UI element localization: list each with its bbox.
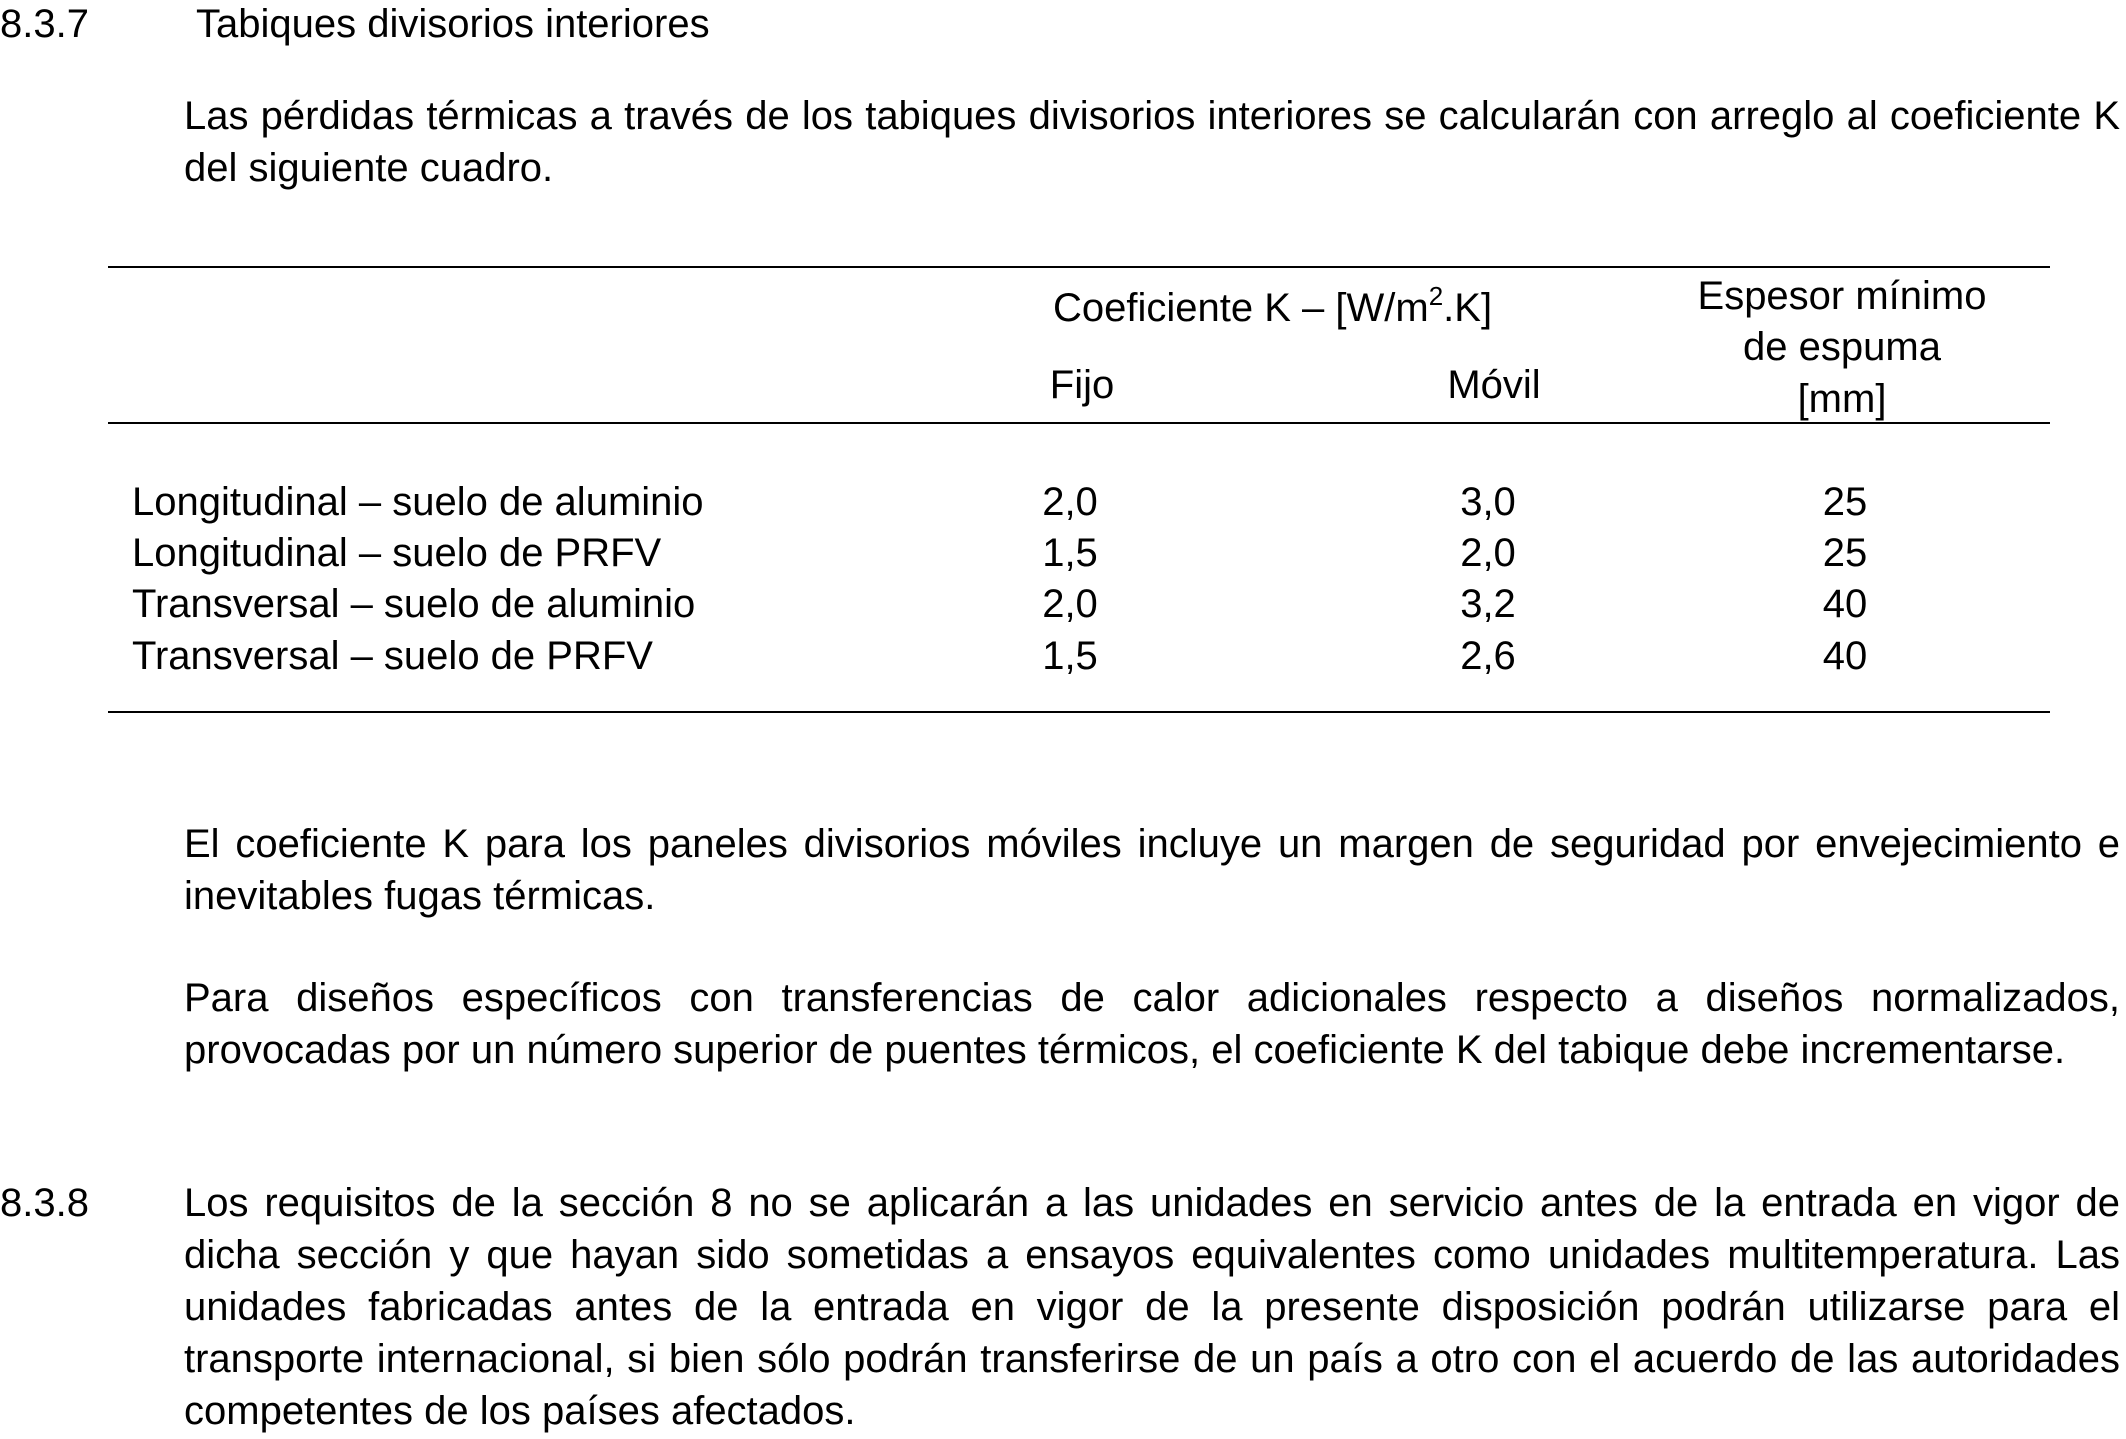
table-cell-espesor: 25 (1822, 531, 1868, 575)
header-coef-prefix: Coeficiente K – [W/m (1053, 286, 1429, 330)
section-number-837: 8.3.7 (0, 2, 89, 46)
table-cell-fijo: 2,0 (1042, 480, 1098, 524)
section-title-837: Tabiques divisorios interiores (196, 2, 710, 46)
header-espesor-line2: de espuma (1743, 325, 1941, 369)
header-espesor-line1: Espesor mínimo (1697, 274, 1987, 318)
table-top-rule (108, 266, 2050, 268)
table-cell-movil: 3,0 (1460, 480, 1516, 524)
header-fijo: Fijo (1049, 363, 1115, 407)
table-cell-espesor: 40 (1822, 634, 1868, 678)
header-movil: Móvil (1447, 363, 1541, 407)
table-cell-espesor: 25 (1822, 480, 1868, 524)
table-cell-fijo: 2,0 (1042, 582, 1098, 626)
header-coefficient-k (1053, 282, 1492, 334)
table-cell-fijo: 1,5 (1042, 531, 1098, 575)
intro-paragraph: Las pérdidas térmicas a través de los tabiques divisorios interiores se calcularán con arreglo al coeficiente K del siguiente cuadro. (184, 94, 2120, 190)
section-number-838: 8.3.8 (0, 1181, 89, 1225)
table-row-label: Transversal – suelo de aluminio (132, 582, 696, 626)
table-row-label: Transversal – suelo de PRFV (132, 634, 653, 678)
table-cell-espesor: 40 (1822, 582, 1868, 626)
header-espesor-line3: [mm] (1797, 377, 1887, 421)
header-coef-suffix: .K] (1443, 286, 1493, 330)
table-bottom-rule (108, 711, 2050, 713)
table-header-rule (108, 422, 2050, 424)
header-coef-sup: 2 (1428, 280, 1444, 311)
table-cell-movil: 2,6 (1460, 634, 1516, 678)
paragraph-movable-panels: El coeficiente K para los paneles divisorios móviles incluye un margen de seguridad por envejecimiento e inevitables fugas térmicas. (184, 822, 2120, 918)
section-text-838: Los requisitos de la sección 8 no se aplicarán a las unidades en servicio antes de la entrada en vigor de dicha sección y que hayan sido sometidas a ensayos equivalentes como unidades multitemperatura. Las unidades fabricadas antes de la entrada en vigor de la presente disposición podrán utilizarse para el transporte internacional, si bien sólo podrán transferirse de un país a otro con el acuerdo de las autoridades competentes de los países afectados. (184, 1181, 2120, 1433)
paragraph-specific-designs: Para diseños específicos con transferencias de calor adicionales respecto a diseños normalizados, provocadas por un número superior de puentes térmicos, el coeficiente K del tabique debe incrementarse. (184, 976, 2120, 1072)
table-row-label: Longitudinal – suelo de aluminio (132, 480, 704, 524)
table-row-label: Longitudinal – suelo de PRFV (132, 531, 662, 575)
table-cell-fijo: 1,5 (1042, 634, 1098, 678)
table-cell-movil: 2,0 (1460, 531, 1516, 575)
table-cell-movil: 3,2 (1460, 582, 1516, 626)
